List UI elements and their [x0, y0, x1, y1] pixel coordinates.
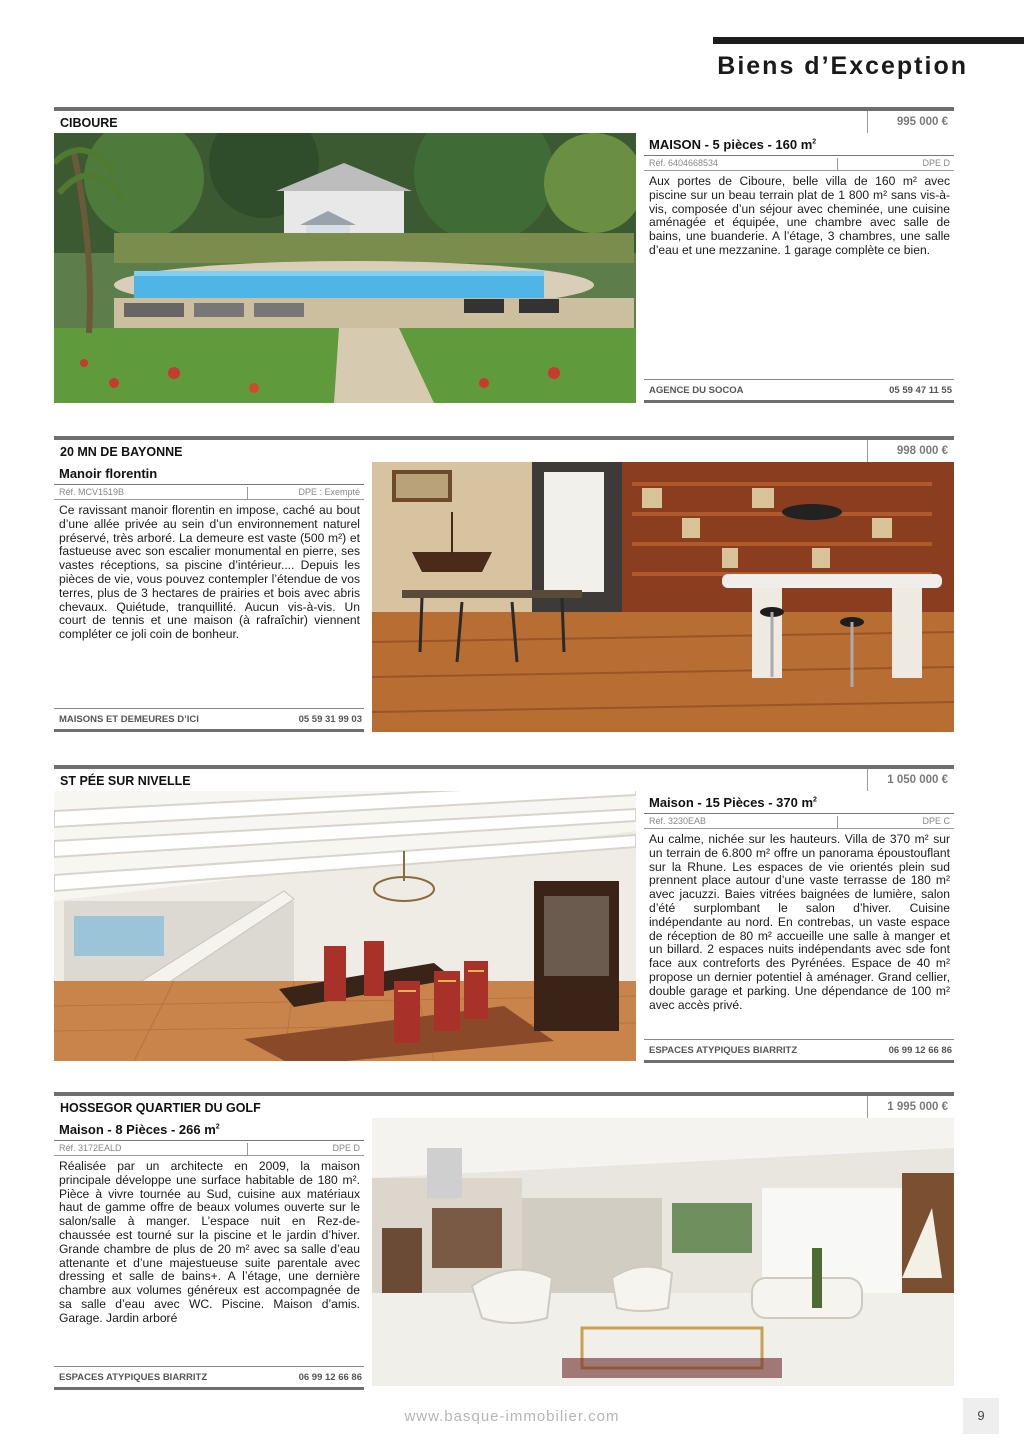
listing-st-pee: [54, 765, 954, 1061]
property-title: Manoir florentin: [54, 462, 364, 485]
agency-footer: [644, 1039, 954, 1063]
property-description: Ce ravissant manoir florentin en impose, caché au bout d’une allée privée au sein d’un environnement naturel préservé, très arboré. La demeure est vaste (500 m²) et fastueuse avec son escalier monumental en pierre, ses vastes réceptions, sa piscine d’intérieur.... Depuis les pièces de vie, vous pouvez contempler l’étendue de vos terres, plus de 3 hectares de prairies et bois avec abris chevaux. Quiétude, tranquillité. Aucun vis-à-vis. Un court de tennis et une maison (à rafraîchir) viennent compléter ce joli coin de bonheur.: [59, 503, 360, 642]
reference-number: Réf. 3172EALD: [59, 1143, 122, 1153]
page-title: Biens d’Exception: [717, 52, 968, 80]
listing-info: [644, 791, 954, 1061]
website-url[interactable]: www.basque-immobilier.com: [404, 1408, 620, 1425]
reference-line: [54, 1141, 364, 1156]
property-title: Maison - 8 Pièces - 266 $m^2$: [54, 1118, 364, 1141]
listing-info: [54, 462, 364, 732]
listing-bayonne: [54, 436, 954, 732]
header-bar: [713, 37, 1024, 44]
reference-number: Réf. 3230EAB: [649, 816, 707, 826]
listing-ciboure: [54, 107, 954, 403]
reference-number: Réf. 6404668534: [649, 158, 719, 168]
agency-phone: 06 99 12 66 86: [888, 1045, 952, 1056]
agency-phone: 06 99 12 66 86: [298, 1372, 362, 1383]
listing-location: ST PÉE SUR NIVELLE: [60, 774, 191, 788]
location-bar: [54, 107, 954, 133]
listing-price: 1 995 000 €: [867, 1096, 954, 1118]
location-bar: [54, 436, 954, 462]
listing-price: 1 050 000 €: [867, 769, 954, 791]
dpe-rating: DPE D: [247, 1143, 360, 1155]
dpe-rating: DPE C: [837, 816, 950, 828]
reference-line: [644, 814, 954, 829]
location-bar: [54, 765, 954, 791]
property-title: Maison - 15 Pièces - 370 $m^2$: [644, 791, 954, 814]
listing-location: 20 MN DE BAYONNE: [60, 445, 183, 459]
listing-photo-pool-villa: [54, 133, 636, 403]
listing-price: 995 000 €: [867, 111, 954, 133]
listing-location: CIBOURE: [60, 116, 118, 130]
agency-name: MAISONS ET DEMEURES D’ICI: [59, 714, 199, 725]
listing-photo-living-room: [372, 1118, 954, 1386]
property-description: Réalisée par un architecte en 2009, la maison principale développe une surface habitable de 180 m². Pièce à vivre tournée au Sud, cuisine aux matériaux haut de gamme offre de beaux volumes ouverte sur le salon/salle à manger. L’espace nuit en Rez-de-chaussée est tourné sur la piscine et le jardin d’hiver. Grande chambre de plus de 20 m² avec sa salle d’eau attenante et d’une majestueuse suite parentale avec dressing et salle de bains+. A l’étage, une dernière chambre aux volumes généreux est accompagnée de sa salle d’eau avec WC. Piscine. Maison d’amis. Garage. Jardin arboré: [59, 1159, 360, 1325]
listing-info: [644, 133, 954, 403]
reference-line: [54, 485, 364, 500]
listing-location: HOSSEGOR QUARTIER DU GOLF: [60, 1101, 261, 1115]
listing-photo-dining-room: [54, 791, 636, 1061]
dpe-rating: DPE D: [837, 158, 950, 170]
location-bar: [54, 1092, 954, 1118]
property-title: MAISON - 5 pièces - 160 $m^2$: [644, 133, 954, 156]
listing-price: 998 000 €: [867, 440, 954, 462]
agency-footer: [644, 379, 954, 403]
agency-phone: 05 59 31 99 03: [298, 714, 362, 725]
property-description: Aux portes de Ciboure, belle villa de 160 m² avec piscine sur un beau terrain plat de 1 800 m² sans vis-à-vis, composée d’un séjour avec cheminée, une cuisine aménagée et équipée, une chambre avec salle de bains, une buanderie. A l’étage, 3 chambres, une salle d’eau et une mezzanine. 1 garage complète ce bien.: [649, 174, 950, 257]
agency-phone: 05 59 47 11 55: [889, 385, 952, 396]
agency-name: AGENCE DU SOCOA: [649, 385, 744, 396]
agency-name: ESPACES ATYPIQUES BIARRITZ: [649, 1045, 798, 1056]
listing-info: [54, 1118, 364, 1388]
listing-photo-manor-library: [372, 462, 954, 732]
agency-footer: [54, 708, 364, 732]
agency-name: ESPACES ATYPIQUES BIARRITZ: [59, 1372, 208, 1383]
reference-number: Réf. MCV1519B: [59, 487, 125, 497]
property-description: Au calme, nichée sur les hauteurs. Villa de 370 m² sur un terrain de 6.800 m² offre un panorama époustouflant sur la Rhune. Les espaces de vie orientés plein sud prennent place autour d’une vaste terrasse de 180 m² avec jacuzzi. Baies vitrées baignées de lumière, salon d’été surplombant le salon d’hiver. Cuisine indépendante au nord. En contrebas, un vaste espace de réception de 80 m² accueille une salle à manger et un billard. 2 espaces nuits indépendants avec sde font face aux contreforts des Pyrénées. Espace de 40 m² propose un dernier potentiel à aménager. Grand cellier, double garage et parking. Une dépendance de 100 m² avec accès privé.: [649, 832, 950, 1012]
agency-footer: [54, 1366, 364, 1390]
reference-line: [644, 156, 954, 171]
listing-hossegor: [54, 1092, 954, 1388]
dpe-rating: DPE : Exempté: [247, 487, 360, 499]
page-number: 9: [963, 1398, 999, 1434]
